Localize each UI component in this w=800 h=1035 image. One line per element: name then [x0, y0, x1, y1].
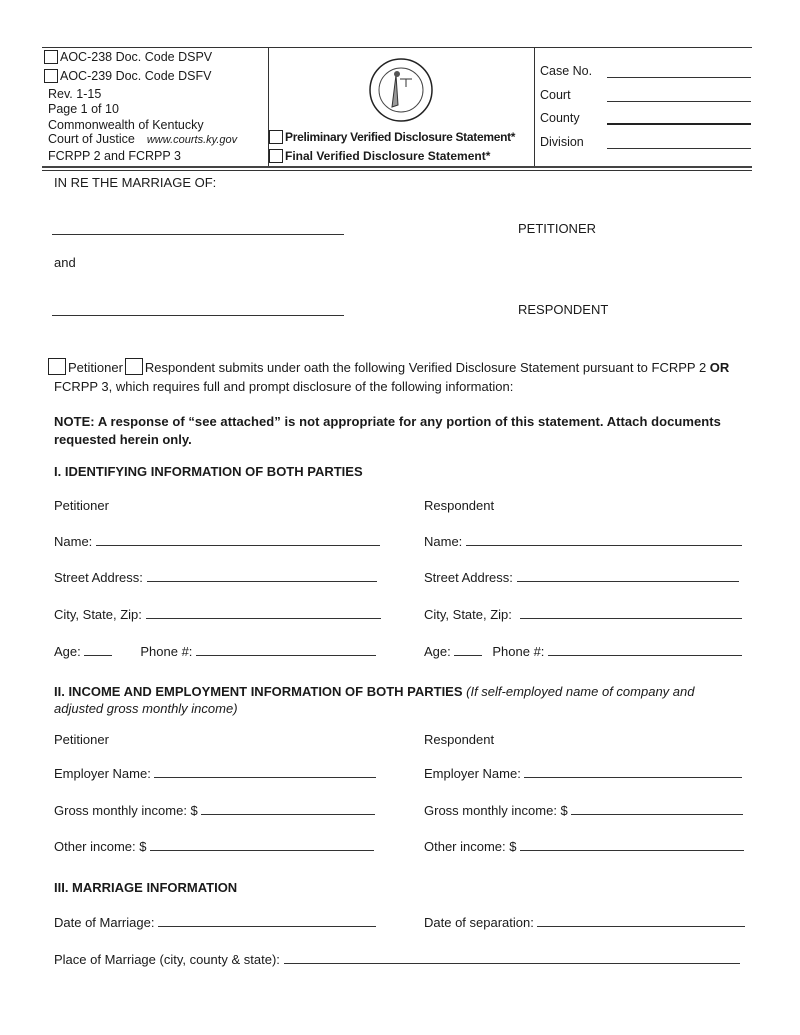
- label: Phone #:: [140, 644, 193, 659]
- form-option-aoc238[interactable]: [44, 50, 212, 65]
- pet-name-row: [54, 533, 380, 549]
- label: Street Address:: [424, 570, 513, 585]
- petitioner-label: PETITIONER: [518, 221, 597, 236]
- label: Other income: $: [54, 839, 147, 854]
- marriage-date-field[interactable]: [158, 914, 376, 927]
- note-line2: requested herein only.: [54, 432, 192, 447]
- checkbox[interactable]: [269, 130, 283, 144]
- court-field[interactable]: [607, 101, 751, 102]
- resp-age-field[interactable]: [454, 643, 482, 656]
- pet-employer-field[interactable]: [154, 765, 376, 778]
- label: Age:: [424, 644, 451, 659]
- header-divider: [534, 47, 535, 167]
- resp-gross-row: [424, 802, 743, 818]
- label: Phone #:: [492, 644, 545, 659]
- revision: Rev. 1-15: [48, 87, 102, 101]
- checkbox[interactable]: [44, 69, 58, 83]
- s2-respondent-label: Respondent: [424, 732, 495, 747]
- marriage-date-row: [54, 914, 376, 930]
- title: II. INCOME AND EMPLOYMENT INFORMATION OF BOTH PARTIES: [54, 684, 463, 699]
- page-number: Page 1 of 10: [48, 102, 119, 116]
- resp-name-row: [424, 533, 742, 549]
- separation-date-row: [424, 914, 745, 930]
- court-label: Court of Justice: [48, 132, 135, 146]
- resp-street-row: [424, 569, 739, 585]
- resp-phone-field[interactable]: [548, 643, 742, 656]
- kentucky-court-seal: [368, 57, 434, 123]
- resp-other-field[interactable]: [520, 838, 744, 851]
- oath-line1: [48, 358, 729, 375]
- resp-gross-field[interactable]: [571, 802, 743, 815]
- label: Age:: [54, 644, 81, 659]
- label: AOC-238 Doc. Code DSPV: [60, 50, 213, 64]
- separation-date-field[interactable]: [537, 914, 745, 927]
- court-of-justice: [48, 132, 237, 148]
- petitioner-name-line[interactable]: [52, 234, 344, 235]
- section2-note2: adjusted gross monthly income): [54, 701, 238, 716]
- resp-employer-row: [424, 765, 742, 781]
- resp-employer-field[interactable]: [524, 765, 742, 778]
- case-no-label: Case No.: [540, 64, 593, 78]
- label: Respondent: [144, 360, 216, 375]
- header-bottom-rule: [42, 166, 752, 168]
- pet-city-row: [54, 606, 381, 622]
- final-option[interactable]: [269, 149, 490, 163]
- section2-title: [54, 684, 694, 699]
- petitioner-checkbox[interactable]: [48, 358, 66, 375]
- respondent-checkbox[interactable]: [125, 358, 143, 375]
- court-label: Court: [540, 88, 571, 102]
- oath-text: submits under oath the following Verified Disclosure Statement pursuant to FCRPP 2: [215, 360, 710, 375]
- note-line1: NOTE: A response of “see attached” is not appropriate for any portion of this statement. Attach documents: [54, 414, 721, 429]
- label: Street Address:: [54, 570, 143, 585]
- label: Final Verified Disclosure Statement*: [285, 149, 491, 163]
- section1-title: I. IDENTIFYING INFORMATION OF BOTH PARTIES: [54, 464, 363, 479]
- and-text: and: [54, 255, 76, 270]
- pet-city-field[interactable]: [146, 606, 381, 619]
- or-text: OR: [709, 360, 730, 375]
- pet-age-field[interactable]: [84, 643, 112, 656]
- pet-name-field[interactable]: [96, 533, 380, 546]
- county-label: County: [540, 111, 580, 125]
- form-option-aoc239[interactable]: [44, 69, 211, 84]
- division-label: Division: [540, 135, 584, 149]
- pet-other-row: [54, 838, 374, 854]
- pet-age-phone-row: [54, 643, 376, 659]
- pet-employer-row: [54, 765, 376, 781]
- pet-phone-field[interactable]: [196, 643, 376, 656]
- label: Employer Name:: [424, 766, 521, 781]
- label: Petitioner: [68, 360, 123, 375]
- label: Other income: $: [424, 839, 517, 854]
- pet-gross-row: [54, 802, 375, 818]
- checkbox[interactable]: [44, 50, 58, 64]
- county-field[interactable]: [607, 123, 751, 125]
- label: Date of separation:: [424, 915, 534, 930]
- s1-petitioner-label: Petitioner: [54, 498, 109, 513]
- s2-petitioner-label: Petitioner: [54, 732, 109, 747]
- label: City, State, Zip:: [54, 607, 142, 622]
- marriage-place-row: [54, 951, 740, 967]
- website: www.courts.ky.gov: [146, 134, 238, 146]
- header-top-rule: [42, 47, 752, 48]
- preliminary-option[interactable]: [269, 130, 515, 144]
- s1-respondent-label: Respondent: [424, 498, 495, 513]
- resp-age-phone-row: [424, 643, 742, 659]
- resp-city-row: [424, 606, 742, 622]
- resp-other-row: [424, 838, 744, 854]
- label: Preliminary Verified Disclosure Statement*: [285, 130, 516, 144]
- label: City, State, Zip:: [424, 607, 512, 622]
- division-field[interactable]: [607, 148, 751, 149]
- pet-gross-field[interactable]: [201, 802, 375, 815]
- rules: FCRPP 2 and FCRPP 3: [48, 149, 181, 163]
- label: Name:: [424, 534, 463, 549]
- label: Employer Name:: [54, 766, 151, 781]
- resp-city-field[interactable]: [520, 606, 742, 619]
- header-bottom-rule: [42, 170, 752, 171]
- label: Date of Marriage:: [54, 915, 155, 930]
- pet-other-field[interactable]: [150, 838, 374, 851]
- label: AOC-239 Doc. Code DSFV: [60, 69, 212, 83]
- label: Gross monthly income: $: [54, 803, 198, 818]
- commonwealth: Commonwealth of Kentucky: [48, 118, 204, 132]
- respondent-name-line[interactable]: [52, 315, 344, 316]
- note: (If self-employed name of company and: [462, 684, 695, 699]
- resp-street-field[interactable]: [517, 569, 739, 582]
- checkbox[interactable]: [269, 149, 283, 163]
- label: Gross monthly income: $: [424, 803, 568, 818]
- oath-line2: FCRPP 3, which requires full and prompt disclosure of the following information:: [54, 379, 514, 394]
- case-no-field[interactable]: [607, 77, 751, 78]
- resp-name-field[interactable]: [466, 533, 742, 546]
- respondent-label: RESPONDENT: [518, 302, 609, 317]
- section3-title: III. MARRIAGE INFORMATION: [54, 880, 238, 895]
- label: Name:: [54, 534, 93, 549]
- pet-street-field[interactable]: [147, 569, 377, 582]
- pet-street-row: [54, 569, 377, 585]
- label: Place of Marriage (city, county & state):: [54, 952, 280, 967]
- marriage-place-field[interactable]: [284, 951, 740, 964]
- in-re-heading: IN RE THE MARRIAGE OF:: [54, 175, 217, 190]
